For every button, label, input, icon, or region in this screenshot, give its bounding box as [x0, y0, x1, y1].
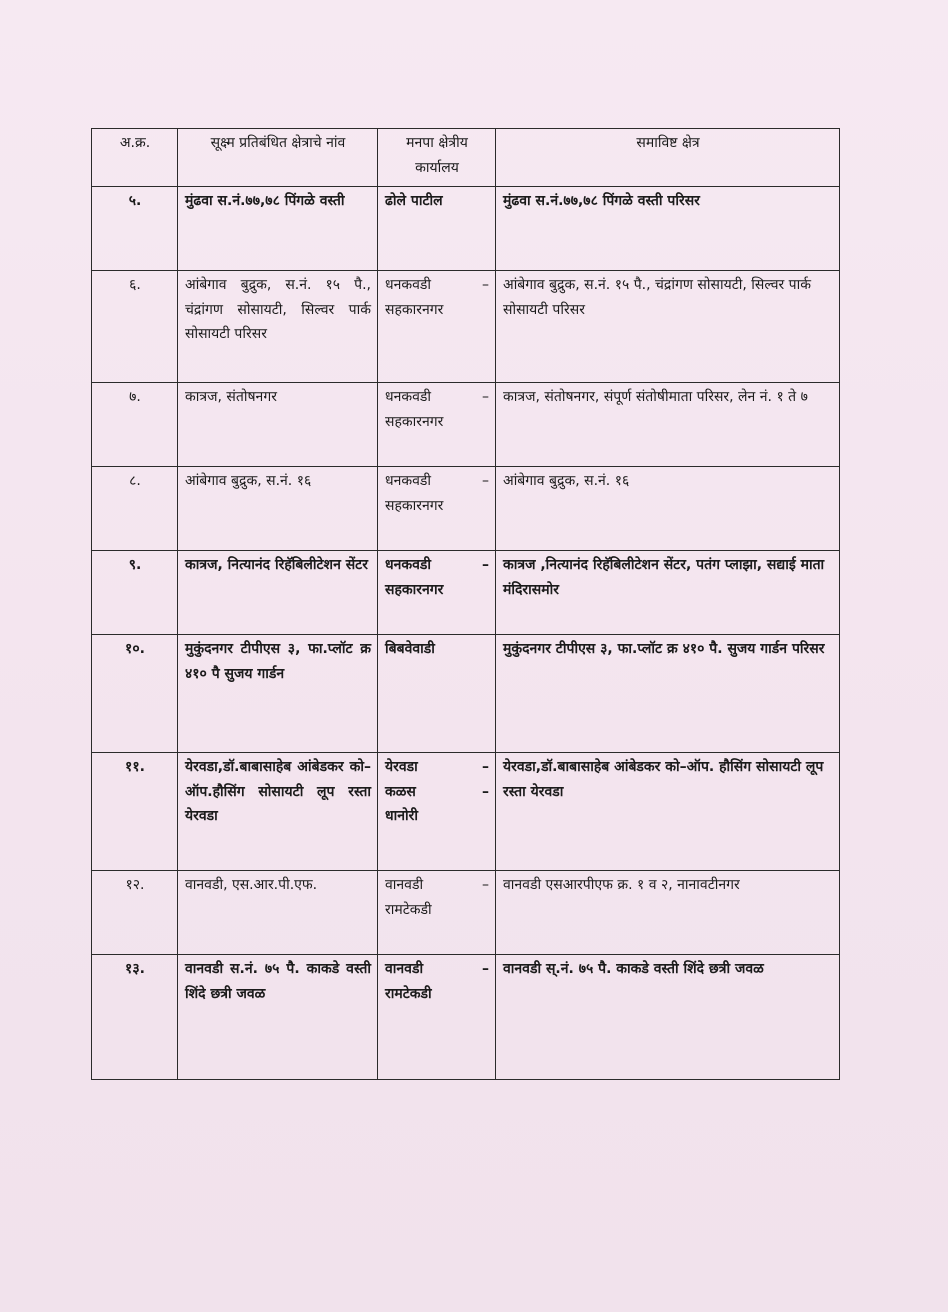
row-serial: ११. — [92, 753, 178, 871]
office-dash-1: – — [482, 557, 489, 573]
row-zone-name: आंबेगाव बुद्रुक, स.नं. १६ — [178, 467, 378, 551]
row-zone-name: येरवडा,डॉ.बाबासाहेब आंबेडकर को–ऑप.हौसिंग सोसायटी लूप रस्ता येरवडा — [178, 753, 378, 871]
row-serial: ६. — [92, 271, 178, 383]
header-zone-name: सूक्ष्म प्रतिबंधित क्षेत्राचे नांव — [178, 129, 378, 187]
row-serial: १०. — [92, 635, 178, 753]
row-serial: ८. — [92, 467, 178, 551]
table-row — [92, 551, 840, 635]
row-serial: ७. — [92, 383, 178, 467]
table-row — [92, 635, 840, 753]
header-area: समाविष्ट क्षेत्र — [496, 129, 840, 187]
office-line-1: बिबवेवाडी — [385, 641, 435, 657]
office-line-1: धनकवडी — [385, 557, 432, 573]
row-office — [378, 955, 496, 1080]
office-dash-2 — [483, 494, 489, 519]
row-zone-name: मुकुंदनगर टीपीएस ३, फा.प्लॉट क्र ४१० पै सुजय गार्डन — [178, 635, 378, 753]
row-serial: ९. — [92, 551, 178, 635]
office-line-1: वानवडी — [385, 961, 424, 977]
office-dash-1: – — [482, 877, 489, 893]
office-dash-1: – — [482, 389, 489, 405]
table-row — [92, 955, 840, 1080]
row-included-area: मुंढवा स.नं.७७,७८ पिंगळे वस्ती परिसर — [496, 187, 840, 271]
office-dash-1: – — [482, 961, 489, 977]
row-zone-name: मुंढवा स.नं.७७,७८ पिंगळे वस्ती — [178, 187, 378, 271]
office-line-2: सहकारनगर — [385, 497, 444, 514]
row-included-area: कात्रज ,नित्यानंद रिहॅबिलीटेशन सेंटर, पतंग प्लाझा, सद्याई माता मंदिरासमोर — [496, 551, 840, 635]
office-dash-2 — [483, 410, 489, 435]
table-row — [92, 187, 840, 271]
row-serial: ५. — [92, 187, 178, 271]
row-zone-name: कात्रज, नित्यानंद रिहॅबिलीटेशन सेंटर — [178, 551, 378, 635]
office-dash-2: – — [482, 783, 489, 800]
row-office — [378, 383, 496, 467]
office-dash-1: – — [482, 277, 489, 293]
row-office — [378, 753, 496, 871]
office-line-1: ढोले पाटील — [385, 193, 443, 209]
row-serial: १३. — [92, 955, 178, 1080]
table-row — [92, 271, 840, 383]
header-sr: अ.क्र. — [92, 129, 178, 187]
row-included-area: आंबेगाव बुद्रुक, स.नं. १५ पै., चंद्रांगण सोसायटी, सिल्वर पार्क सोसायटी परिसर — [496, 271, 840, 383]
containment-zones-table — [91, 128, 840, 1080]
row-office — [378, 635, 496, 753]
office-line-3: धानोरी — [385, 808, 418, 824]
row-serial: १२. — [92, 871, 178, 955]
row-office — [378, 551, 496, 635]
office-line-1: येरवडा — [385, 759, 418, 775]
row-office — [378, 187, 496, 271]
office-line-1: धनकवडी — [385, 473, 432, 489]
table-row — [92, 383, 840, 467]
row-zone-name: वानवडी स.नं. ७५ पै. काकडे वस्ती शिंदे छत्री जवळ — [178, 955, 378, 1080]
office-line-1: वानवडी — [385, 877, 424, 893]
office-dash-1: – — [482, 473, 489, 489]
table-row — [92, 467, 840, 551]
office-line-2: रामटेकडी — [385, 901, 432, 918]
office-line-2: सहकारनगर — [385, 301, 444, 318]
row-included-area: मुकुंदनगर टीपीएस ३, फा.प्लॉट क्र ४१० पै. सुजय गार्डन परिसर — [496, 635, 840, 753]
office-dash-2 — [483, 982, 489, 1007]
row-office — [378, 271, 496, 383]
office-line-2: सहकारनगर — [385, 413, 444, 430]
office-dash-2 — [483, 578, 489, 603]
office-dash-1 — [483, 637, 489, 662]
row-zone-name: कात्रज, संतोषनगर — [178, 383, 378, 467]
row-included-area: येरवडा,डॉ.बाबासाहेब आंबेडकर को–ऑप. हौसिंग सोसायटी लूप रस्ता येरवडा — [496, 753, 840, 871]
office-line-2: सहकारनगर — [385, 581, 444, 598]
office-dash-2 — [483, 298, 489, 323]
header-office: मनपा क्षेत्रीय कार्यालय — [378, 129, 496, 187]
row-included-area: वानवडी स्.नं. ७५ पै. काकडे वस्ती शिंदे छत्री जवळ — [496, 955, 840, 1080]
row-zone-name: आंबेगाव बुद्रुक, स.नं. १५ पै., चंद्रांगण सोसायटी, सिल्वर पार्क सोसायटी परिसर — [178, 271, 378, 383]
row-included-area: आंबेगाव बुद्रुक, स.नं. १६ — [496, 467, 840, 551]
office-line-1: धनकवडी — [385, 389, 432, 405]
table-header-row — [92, 129, 840, 187]
table-row — [92, 753, 840, 871]
office-line-2: रामटेकडी — [385, 985, 432, 1002]
row-zone-name: वानवडी, एस.आर.पी.एफ. — [178, 871, 378, 955]
row-included-area: वानवडी एसआरपीएफ क्र. १ व २, नानावटीनगर — [496, 871, 840, 955]
row-included-area: कात्रज, संतोषनगर, संपूर्ण संतोषीमाता परिसर, लेन नं. १ ते ७ — [496, 383, 840, 467]
office-dash-1: – — [482, 759, 489, 775]
office-dash-1 — [483, 189, 489, 214]
office-dash-2 — [483, 898, 489, 923]
office-line-1: धनकवडी — [385, 277, 432, 293]
table-row — [92, 871, 840, 955]
row-office — [378, 467, 496, 551]
row-office — [378, 871, 496, 955]
office-line-2: कळस — [385, 783, 416, 800]
